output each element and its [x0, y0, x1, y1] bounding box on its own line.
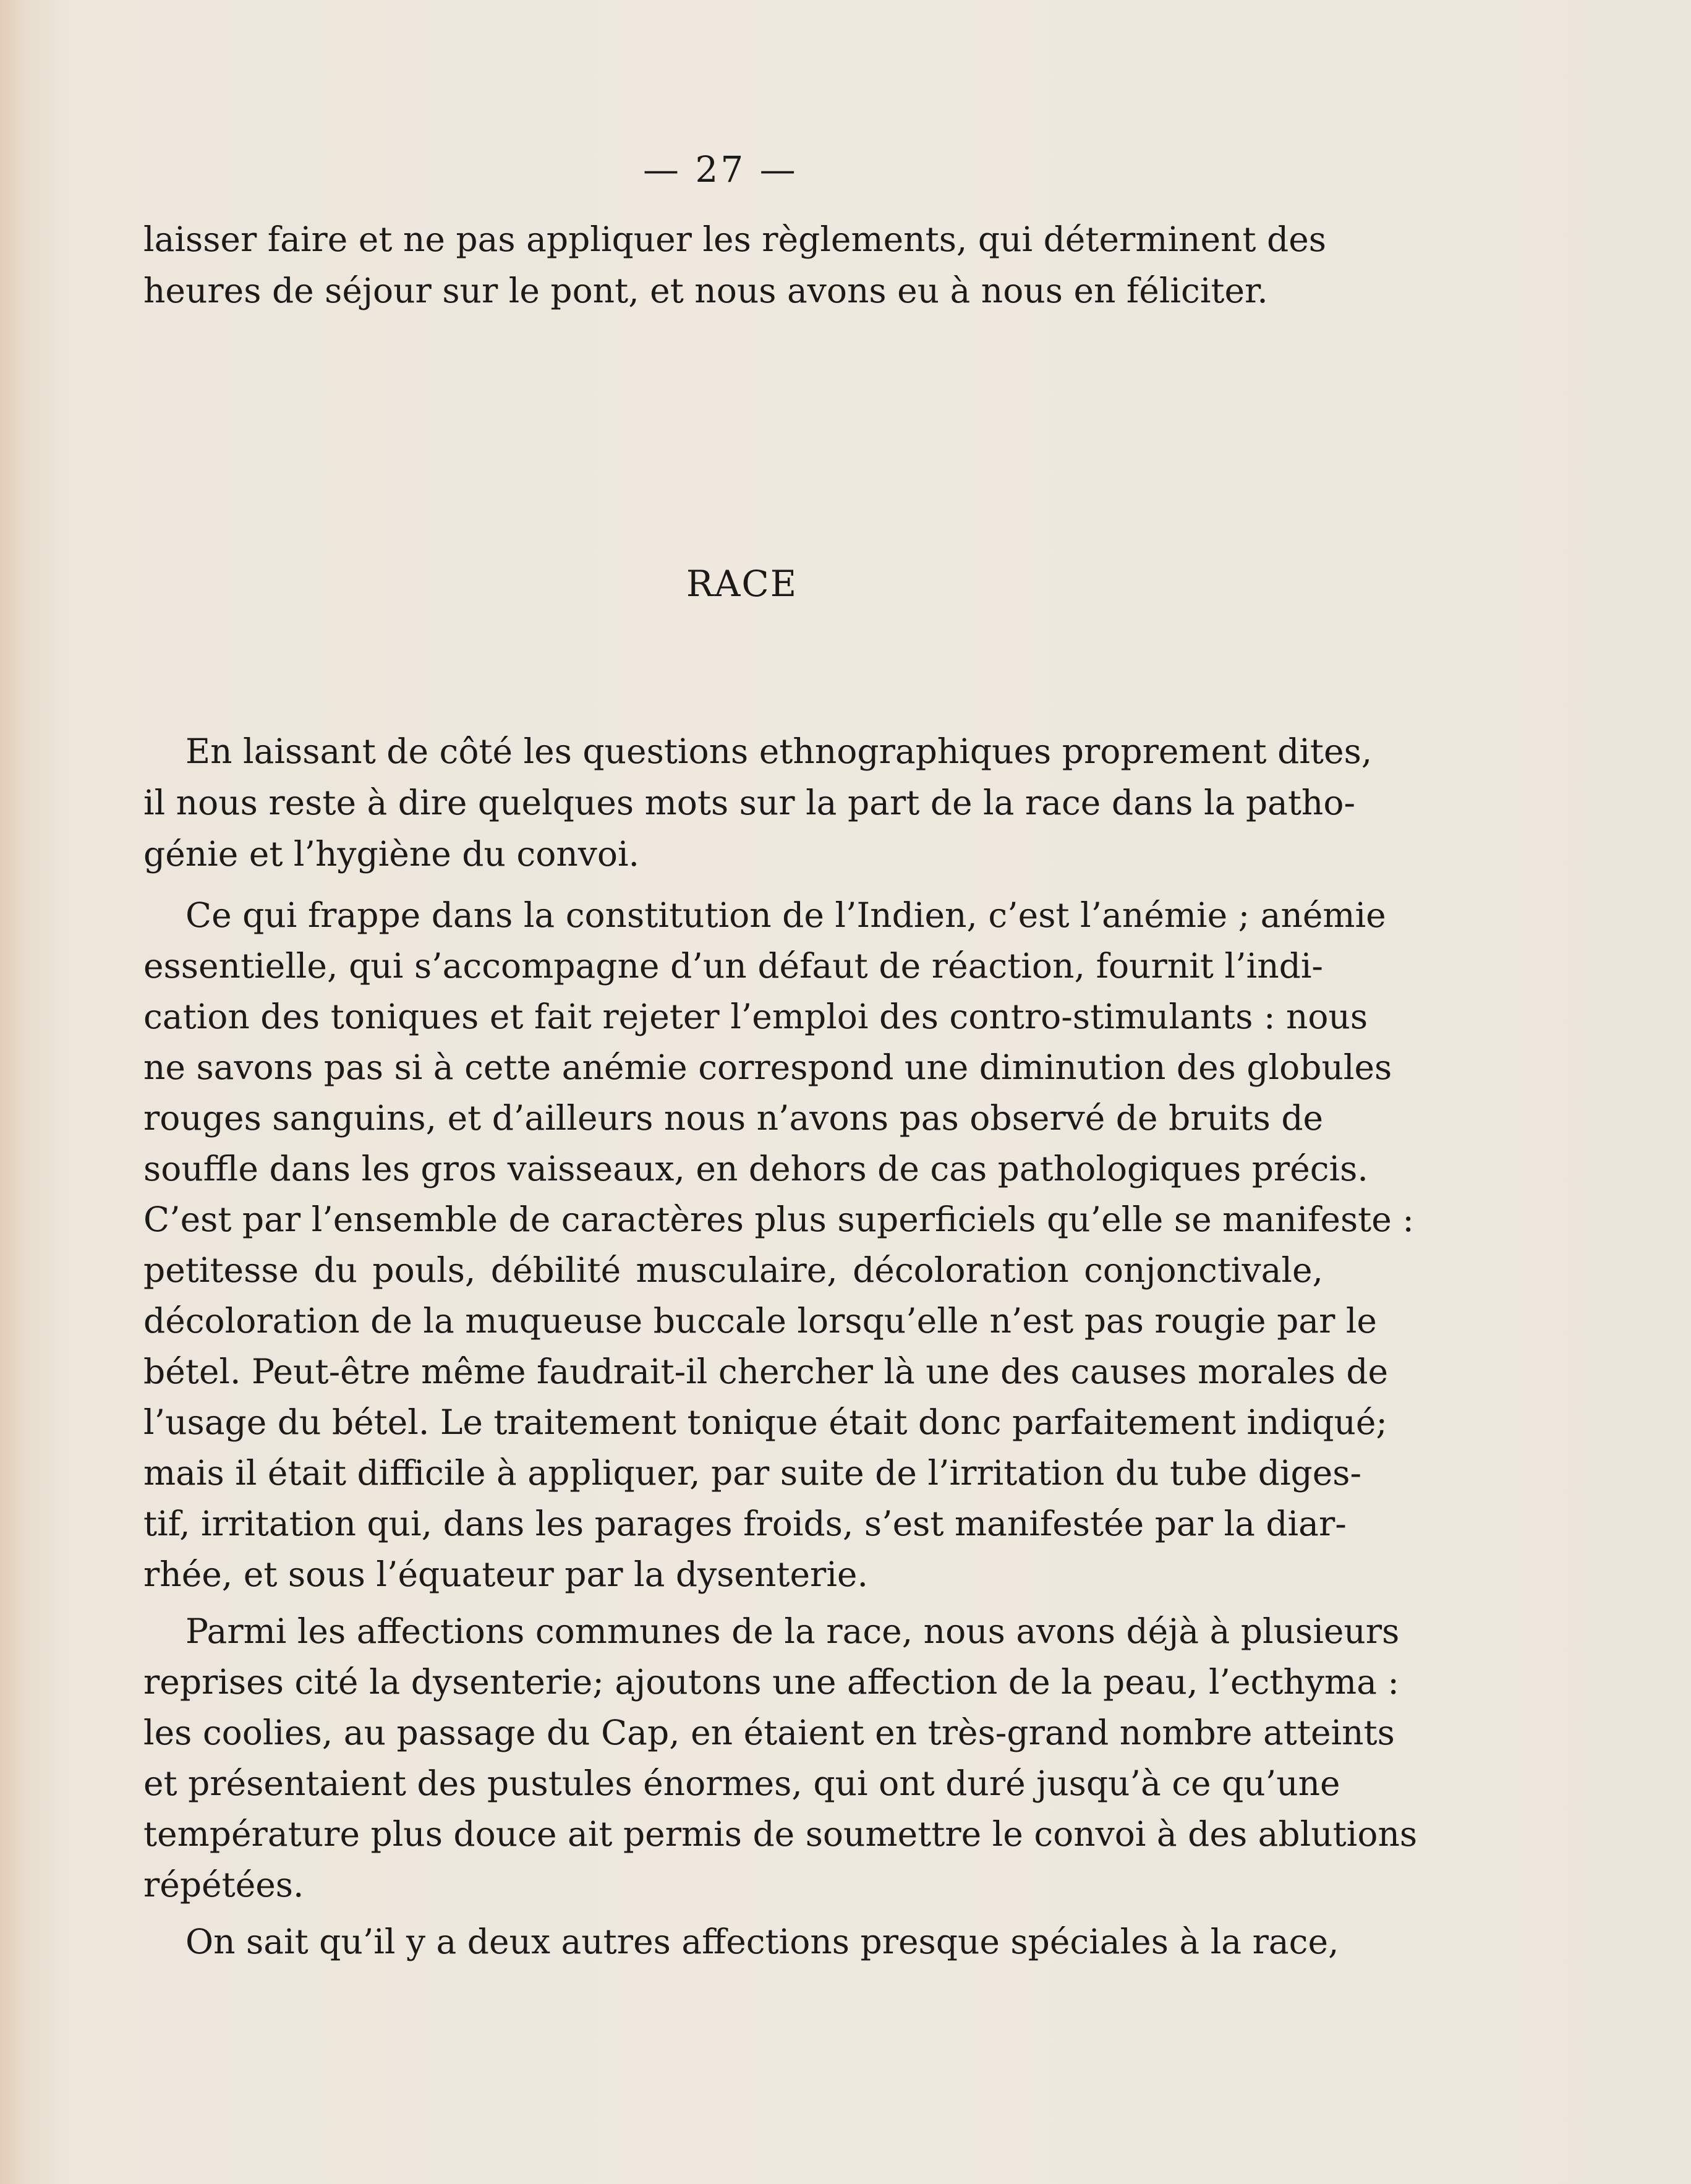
text-line: température plus douce ait permis de soumettre le convoi à des ablutions — [143, 1814, 1418, 1854]
text-line: C’est par l’ensemble de caractères plus superficiels qu’elle se manifeste : — [143, 1200, 1414, 1239]
text-line: petitesse du pouls, débilité musculaire, décoloration conjonctivale, — [143, 1250, 1323, 1290]
text-line: tif, irritation qui, dans les parages froids, s’est manifestée par la diar- — [143, 1504, 1347, 1543]
text-line: reprises cité la dysenterie; ajoutons une affection de la peau, l’ecthyma : — [143, 1662, 1399, 1702]
text-line: mais il était difficile à appliquer, par suite de l’irritation du tube diges- — [143, 1453, 1362, 1493]
text-line: Ce qui frappe dans la constitution de l’Indien, c’est l’anémie ; anémie — [185, 895, 1386, 935]
text-line: On sait qu’il y a deux autres affections presque spéciales à la race, — [185, 1922, 1339, 1961]
text-line: heures de séjour sur le pont, et nous avons eu à nous en féliciter. — [143, 271, 1268, 310]
text-line: En laissant de côté les questions ethnographiques proprement dites, — [185, 732, 1373, 771]
text-line: répétées. — [143, 1865, 304, 1905]
text-line: décoloration de la muqueuse buccale lorsqu’elle n’est pas rougie par le — [143, 1301, 1377, 1341]
text-line: génie et l’hygiène du convoi. — [143, 834, 640, 874]
text-line: l’usage du bétel. Le traitement tonique était donc parfaitement indiqué; — [143, 1402, 1387, 1442]
text-line: ne savons pas si à cette anémie correspond une diminution des globules — [143, 1047, 1392, 1087]
text-line: souffle dans les gros vaisseaux, en dehors de cas pathologiques précis. — [143, 1149, 1368, 1188]
page-number: — 27 — — [643, 148, 798, 190]
text-line: et présentaient des pustules énormes, qui ont duré jusqu’à ce qu’une — [143, 1764, 1340, 1803]
text-line: laisser faire et ne pas appliquer les règlements, qui déterminent des — [143, 220, 1326, 259]
text-line: les coolies, au passage du Cap, en étaient en très-grand nombre atteints — [143, 1713, 1395, 1752]
text-line: rouges sanguins, et d’ailleurs nous n’avons pas observé de bruits de — [143, 1098, 1324, 1138]
text-line: cation des toniques et fait rejeter l’emploi des contro-stimulants : nous — [143, 997, 1368, 1036]
section-heading: RACE — [686, 563, 798, 605]
text-line: il nous reste à dire quelques mots sur la part de la race dans la patho- — [143, 783, 1356, 822]
text-line: essentielle, qui s’accompagne d’un défaut de réaction, fournit l’indi- — [143, 946, 1323, 986]
text-line: bétel. Peut-être même faudrait-il chercher là une des causes morales de — [143, 1352, 1389, 1391]
text-line: rhée, et sous l’équateur par la dysenterie. — [143, 1555, 868, 1594]
text-line: Parmi les affections communes de la race, nous avons déjà à plusieurs — [185, 1611, 1400, 1651]
